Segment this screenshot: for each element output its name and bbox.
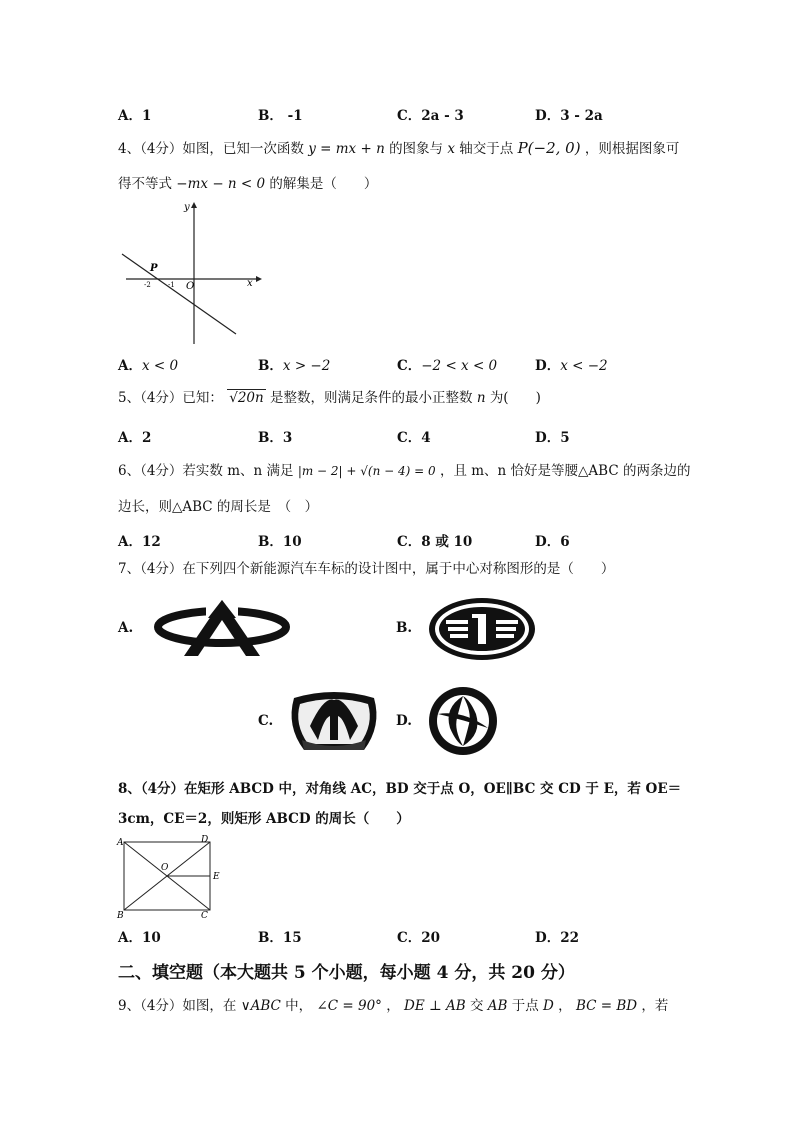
q9-angle: ∠C = 90° bbox=[316, 998, 382, 1014]
label-c: C bbox=[201, 911, 208, 920]
q4-text: 得不等式 bbox=[118, 176, 172, 192]
function-line bbox=[122, 254, 236, 334]
q4-line-1 bbox=[118, 140, 679, 157]
q6-option-b: B．10 bbox=[258, 534, 302, 550]
logo-d-icon bbox=[424, 684, 502, 758]
q9-text: 中， bbox=[285, 998, 313, 1014]
q9-equation: BC = BD bbox=[575, 998, 638, 1014]
q9-text: 9、（4分）如图，在 bbox=[118, 998, 237, 1014]
q8-line-1: 8、（4分）在矩形 ABCD 中，对角线 AC，BD 交于点 O，OE∥BC 交 CD 于 E，若 OE＝ bbox=[118, 781, 682, 797]
q4-text: 轴交于点 bbox=[459, 141, 514, 157]
q5-option-c: C．4 bbox=[397, 430, 431, 446]
q9-triangle: ∨ABC bbox=[240, 998, 281, 1014]
q6-option-a: A．12 bbox=[118, 534, 161, 550]
q4-point-p: P(−2, 0) bbox=[517, 139, 581, 157]
q6-option-d: D．6 bbox=[535, 534, 570, 550]
q4-option-d: D．x < −2 bbox=[535, 358, 608, 374]
q4-graph bbox=[118, 198, 263, 348]
q6-text: ，且 m、n 恰好是等腰△ABC 的两条边的 bbox=[439, 463, 691, 479]
label-d: D bbox=[201, 835, 209, 845]
q9-text: 交 bbox=[469, 998, 484, 1014]
q4-option-d-math: x < −2 bbox=[560, 358, 608, 374]
label-a: A bbox=[117, 838, 124, 848]
origin-label: O bbox=[186, 281, 195, 292]
q7-label-a: A. bbox=[118, 620, 134, 636]
q4-option-b-math: x > −2 bbox=[282, 358, 331, 374]
q9-point-d: D bbox=[543, 998, 554, 1014]
y-axis-label: y bbox=[184, 202, 190, 213]
q6-line-1 bbox=[118, 463, 690, 479]
q8-option-c: C．20 bbox=[397, 930, 441, 946]
tick-minus-2: -2 bbox=[144, 281, 151, 289]
q5-option-d: D．5 bbox=[535, 430, 570, 446]
q4-option-c: C．−2 < x < 0 bbox=[397, 358, 498, 374]
q4-text: ，则根据图象可 bbox=[584, 141, 680, 157]
q8-option-a: A．10 bbox=[118, 930, 161, 946]
y-axis-arrow bbox=[191, 202, 197, 208]
tick-minus-1: -1 bbox=[168, 281, 175, 289]
label-o: O bbox=[161, 863, 169, 873]
q5-line bbox=[118, 390, 541, 406]
label-e: E bbox=[213, 872, 220, 882]
q6-text: 6、（4分）若实数 m、n 满足 bbox=[118, 463, 294, 479]
q9-text: 于点 bbox=[511, 998, 539, 1014]
q4-line-2 bbox=[118, 176, 377, 192]
label-b: B bbox=[117, 911, 124, 920]
q3-option-c: C．2a - 3 bbox=[397, 108, 464, 124]
q5-text: 5、（4分）已知： bbox=[118, 390, 223, 406]
q3-option-a: A．1 bbox=[118, 108, 152, 124]
q4-option-a: A．x < 0 bbox=[118, 358, 179, 374]
q8-option-b: B．15 bbox=[258, 930, 302, 946]
q7-label-d: D. bbox=[396, 713, 412, 729]
q5-sqrt-formula: √20n bbox=[229, 390, 264, 406]
q4-text: 4、（4分）如图，已知一次函数 bbox=[118, 141, 304, 157]
q4-option-c-math: −2 < x < 0 bbox=[421, 358, 498, 374]
x-axis-label: x bbox=[247, 278, 253, 289]
q8-line-2: 3cm，CE＝2，则矩形 ABCD 的周长（ ） bbox=[118, 811, 410, 827]
q9-segment-ab: AB bbox=[487, 998, 508, 1014]
logo-a-icon bbox=[150, 596, 295, 658]
section-2-heading: 二、填空题（本大题共 5 个小题，每小题 4 分，共 20 分） bbox=[118, 963, 575, 983]
q4-option-b: B．x > −2 bbox=[258, 358, 331, 374]
q5-text: 是整数，则满足条件的最小正整数 bbox=[270, 390, 473, 406]
q7-line: 7、（4分）在下列四个新能源汽车车标的设计图中，属于中心对称图形的是（ ） bbox=[118, 561, 615, 577]
q4-text: 的解集是（ ） bbox=[269, 176, 378, 192]
q3-option-b: B． -1 bbox=[258, 108, 303, 124]
q8-rectangle-figure bbox=[116, 834, 220, 920]
q4-inequality: −mx − n < 0 bbox=[176, 176, 266, 192]
q6-line-2: 边长，则△ABC 的周长是 （ ） bbox=[118, 499, 319, 515]
q9-text: ，若 bbox=[641, 998, 669, 1014]
q7-label-b: B. bbox=[396, 620, 413, 636]
q4-x-var: x bbox=[447, 141, 455, 157]
q4-function-formula: y = mx + n bbox=[308, 141, 385, 157]
q3-option-d: D．3 - 2a bbox=[535, 108, 603, 124]
q9-text: ， bbox=[386, 998, 400, 1014]
q5-option-a: A．2 bbox=[118, 430, 152, 446]
q4-option-a-math: x < 0 bbox=[141, 358, 179, 374]
point-p-label: P bbox=[150, 263, 158, 274]
q8-option-d: D．22 bbox=[535, 930, 579, 946]
q5-n-var: n bbox=[476, 390, 486, 406]
q5-text: 为( ) bbox=[489, 390, 541, 406]
x-axis-arrow bbox=[256, 276, 262, 282]
q9-perpendicular: DE ⊥ AB bbox=[404, 998, 466, 1014]
q5-option-b: B．3 bbox=[258, 430, 293, 446]
q7-label-c: C. bbox=[258, 713, 274, 729]
q6-option-c: C．8 或 10 bbox=[397, 534, 473, 550]
q6-formula: |m − 2| + √(n − 4) = 0 bbox=[297, 464, 436, 478]
q9-text: ， bbox=[558, 998, 572, 1014]
q9-line bbox=[118, 998, 668, 1014]
q4-text: 的图象与 bbox=[389, 141, 444, 157]
logo-c-icon bbox=[284, 686, 384, 756]
logo-b-icon bbox=[426, 596, 538, 662]
